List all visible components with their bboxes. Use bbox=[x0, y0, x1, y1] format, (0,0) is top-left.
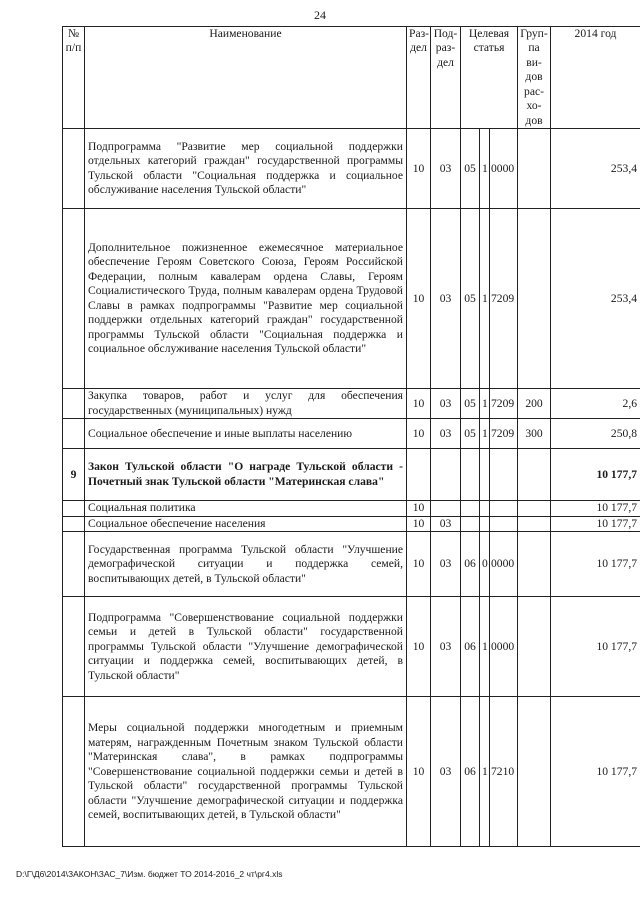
row-amount: 10 177,7 bbox=[551, 597, 640, 697]
row-razdel: 10 bbox=[407, 389, 431, 419]
row-podrazdel bbox=[431, 449, 461, 501]
table-row bbox=[63, 532, 640, 597]
row-target-subprogram: 1 bbox=[480, 419, 490, 449]
row-podrazdel: 03 bbox=[431, 516, 461, 531]
row-target-subprogram bbox=[480, 516, 490, 531]
row-number bbox=[63, 597, 85, 697]
row-expense-group bbox=[518, 129, 551, 209]
row-name: Закон Тульской области "О награде Тульской области - Почетный знак Тульской области "Материнская слава" bbox=[85, 449, 407, 501]
row-podrazdel: 03 bbox=[431, 597, 461, 697]
row-amount: 10 177,7 bbox=[551, 449, 640, 501]
row-number bbox=[63, 419, 85, 449]
row-target-code: 0000 bbox=[490, 532, 518, 597]
header-year: 2014 год bbox=[551, 27, 640, 129]
row-name: Закупка товаров, работ и услуг для обеспечения государственных (муниципальных) нужд bbox=[85, 389, 407, 419]
row-expense-group bbox=[518, 597, 551, 697]
row-name: Социальное обеспечение населения bbox=[85, 516, 407, 531]
row-amount: 2,6 bbox=[551, 389, 640, 419]
row-amount: 10 177,7 bbox=[551, 516, 640, 531]
table-row bbox=[63, 697, 640, 847]
row-target-subprogram bbox=[480, 449, 490, 501]
row-expense-group bbox=[518, 501, 551, 516]
row-number bbox=[63, 697, 85, 847]
table-header-row bbox=[63, 27, 640, 129]
row-target-program bbox=[461, 501, 480, 516]
row-target-code bbox=[490, 449, 518, 501]
file-path-footer: D:\Г\Д6\2014\ЗАКОН\ЗАС_7\Изм. бюджет ТО 2014-2016_2 чт\рг4.xls bbox=[16, 869, 283, 879]
row-razdel: 10 bbox=[407, 697, 431, 847]
row-target-code: 7210 bbox=[490, 697, 518, 847]
row-target-program: 05 bbox=[461, 129, 480, 209]
row-target-program: 06 bbox=[461, 597, 480, 697]
row-name: Дополнительное пожизненное ежемесячное материальное обеспечение Героям Советского Союза, Героям Российской Федерации, полным кавалерам ордена Славы, Героям Социалистического Труда, полным кавалерам ордена Трудовой Славы в рамках подпрограммы "Развитие мер социальной поддержки отдельных категорий граждан" государственной программы Тульской области "Социальная поддержка и социальное обслуживание населения Тульской области" bbox=[85, 209, 407, 389]
header-target: Целевая статья bbox=[461, 27, 518, 129]
row-razdel: 10 bbox=[407, 597, 431, 697]
row-amount: 250,8 bbox=[551, 419, 640, 449]
row-podrazdel: 03 bbox=[431, 129, 461, 209]
row-target-subprogram: 0 bbox=[480, 532, 490, 597]
table-row bbox=[63, 449, 640, 501]
row-amount: 10 177,7 bbox=[551, 697, 640, 847]
row-target-code bbox=[490, 516, 518, 531]
header-razdel: Раз-дел bbox=[407, 27, 431, 129]
row-target-program: 05 bbox=[461, 389, 480, 419]
table-row bbox=[63, 419, 640, 449]
row-razdel: 10 bbox=[407, 129, 431, 209]
row-name: Государственная программа Тульской области "Улучшение демографической ситуации и поддержка семей, воспитывающих детей, в Тульской области" bbox=[85, 532, 407, 597]
row-expense-group bbox=[518, 516, 551, 531]
row-podrazdel: 03 bbox=[431, 697, 461, 847]
row-name: Социальное обеспечение и иные выплаты населению bbox=[85, 419, 407, 449]
row-target-subprogram: 1 bbox=[480, 389, 490, 419]
row-number bbox=[63, 532, 85, 597]
table-body bbox=[63, 129, 640, 847]
row-expense-group: 200 bbox=[518, 389, 551, 419]
row-expense-group bbox=[518, 532, 551, 597]
table-row bbox=[63, 129, 640, 209]
row-number bbox=[63, 501, 85, 516]
row-target-subprogram: 1 bbox=[480, 697, 490, 847]
row-podrazdel: 03 bbox=[431, 209, 461, 389]
header-num: № п/п bbox=[63, 27, 85, 129]
row-expense-group bbox=[518, 209, 551, 389]
row-target-code: 7209 bbox=[490, 419, 518, 449]
row-number: 9 bbox=[63, 449, 85, 501]
row-target-program: 06 bbox=[461, 697, 480, 847]
row-amount: 253,4 bbox=[551, 209, 640, 389]
row-target-program bbox=[461, 516, 480, 531]
row-number bbox=[63, 516, 85, 531]
row-podrazdel bbox=[431, 501, 461, 516]
header-group: Груп-па ви-дов рас-хо-дов bbox=[518, 27, 551, 129]
row-target-program: 06 bbox=[461, 532, 480, 597]
page-number: 24 bbox=[314, 8, 326, 22]
row-target-subprogram: 1 bbox=[480, 129, 490, 209]
row-target-subprogram bbox=[480, 501, 490, 516]
header-podrazdel: Под-раз-дел bbox=[431, 27, 461, 129]
row-podrazdel: 03 bbox=[431, 419, 461, 449]
row-razdel: 10 bbox=[407, 501, 431, 516]
row-target-program: 05 bbox=[461, 209, 480, 389]
row-target-subprogram: 1 bbox=[480, 209, 490, 389]
table-row bbox=[63, 209, 640, 389]
row-razdel: 10 bbox=[407, 516, 431, 531]
row-number bbox=[63, 129, 85, 209]
row-target-code: 0000 bbox=[490, 597, 518, 697]
row-razdel: 10 bbox=[407, 419, 431, 449]
row-amount: 253,4 bbox=[551, 129, 640, 209]
row-name: Подпрограмма "Развитие мер социальной поддержки отдельных категорий граждан" государственной программы Тульской области "Социальная поддержка и социальное обслуживание населения Тульской области" bbox=[85, 129, 407, 209]
row-razdel: 10 bbox=[407, 209, 431, 389]
row-number bbox=[63, 209, 85, 389]
budget-table bbox=[62, 26, 640, 847]
row-target-subprogram: 1 bbox=[480, 597, 490, 697]
row-name: Меры социальной поддержки многодетным и приемным матерям, награжденным Почетным знаком Тульской области "Материнская слава", в рамках подпрограммы "Совершенствование социальной поддержки семьи и детей в Тульской области" государственной программы Тульской области "Улучшение демографической ситуации и поддержка семей, воспитывающих детей, в Тульской области" bbox=[85, 697, 407, 847]
row-target-program: 05 bbox=[461, 419, 480, 449]
row-amount: 10 177,7 bbox=[551, 501, 640, 516]
row-expense-group bbox=[518, 697, 551, 847]
table-row bbox=[63, 389, 640, 419]
row-target-code: 7209 bbox=[490, 209, 518, 389]
row-target-code: 0000 bbox=[490, 129, 518, 209]
row-name: Социальная политика bbox=[85, 501, 407, 516]
table-row bbox=[63, 597, 640, 697]
row-podrazdel: 03 bbox=[431, 532, 461, 597]
table-row bbox=[63, 516, 640, 531]
row-expense-group bbox=[518, 449, 551, 501]
row-razdel: 10 bbox=[407, 532, 431, 597]
row-expense-group: 300 bbox=[518, 419, 551, 449]
row-target-code: 7209 bbox=[490, 389, 518, 419]
row-name: Подпрограмма "Совершенствование социальной поддержки семьи и детей в Тульской области" государственной программы Тульской области "Улучшение демографической ситуации и поддержка семей, воспитывающих детей, в Тульской области" bbox=[85, 597, 407, 697]
row-razdel bbox=[407, 449, 431, 501]
row-number bbox=[63, 389, 85, 419]
row-podrazdel: 03 bbox=[431, 389, 461, 419]
row-target-code bbox=[490, 501, 518, 516]
table-row bbox=[63, 501, 640, 516]
row-amount: 10 177,7 bbox=[551, 532, 640, 597]
header-name: Наименование bbox=[85, 27, 407, 129]
row-target-program bbox=[461, 449, 480, 501]
